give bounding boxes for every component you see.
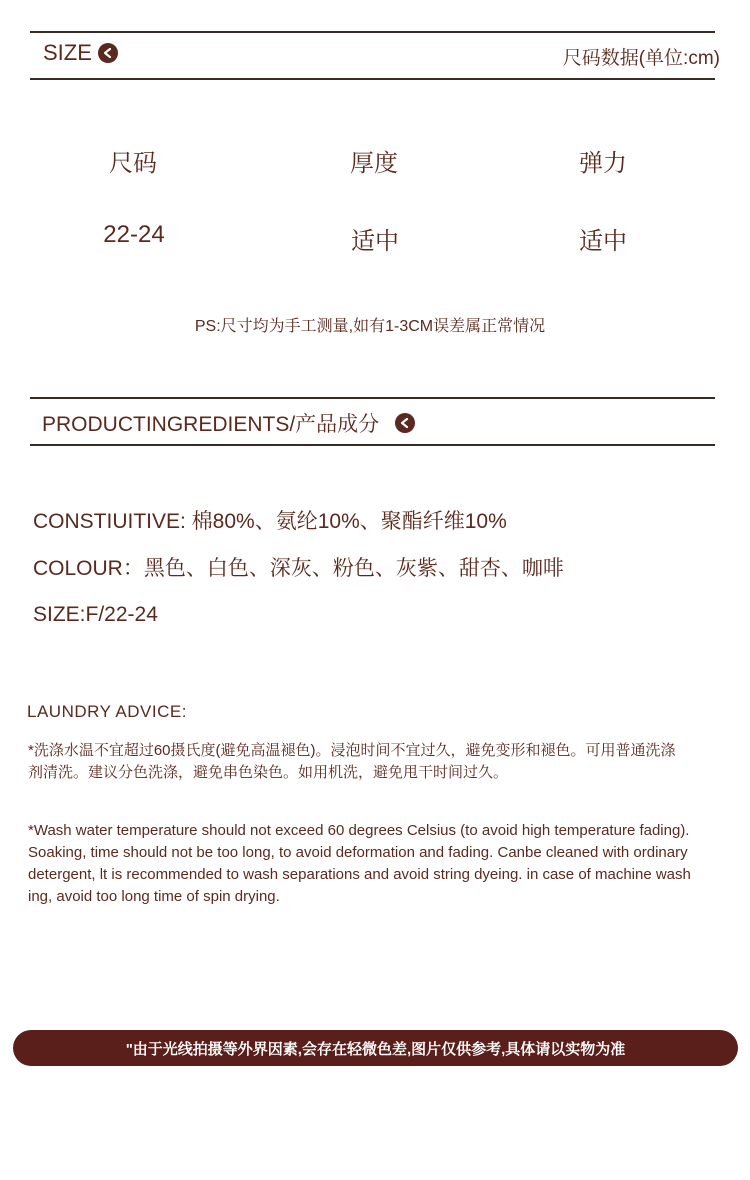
- laundry-en-line: Soaking, time should not be too long, to avoid deformation and fading. Canbe cleaned with ordinary: [28, 844, 688, 861]
- table-header-size: 尺码: [109, 150, 157, 177]
- table-cell-elasticity: 适中: [579, 228, 627, 255]
- laundry-heading: LAUNDRY ADVICE:: [27, 702, 187, 721]
- size-bottom-rule: [30, 78, 715, 80]
- size-section-title: [43, 40, 118, 66]
- ingredients-section-title: [42, 408, 415, 438]
- laundry-advice-en: [28, 820, 728, 908]
- size-unit-label: 尺码数据(单位:cm): [562, 48, 720, 69]
- size-note: PS:尺寸均为手工测量,如有1-3CM误差属正常情况: [194, 318, 546, 335]
- laundry-advice-cn: [28, 740, 728, 784]
- constituent-text: CONSTIUITIVE: 棉80%、氨纶10%、聚酯纤维10%: [33, 510, 507, 533]
- chevron-left-icon: [395, 413, 415, 433]
- size-top-rule: [30, 31, 715, 33]
- banner-text: "由于光线拍摄等外界因素,会存在轻微色差,图片仅供参考,具体请以实物为准: [125, 1040, 626, 1058]
- table-header-elasticity: 弹力: [579, 150, 627, 177]
- ingredients-title-text: PRODUCTINGREDIENTS/产品成分: [42, 413, 380, 436]
- chevron-left-icon: [98, 43, 118, 63]
- color-disclaimer-banner: [13, 1030, 738, 1066]
- size-title-text: SIZE: [43, 40, 92, 65]
- laundry-en-line: ing, avoid too long time of spin drying.: [28, 888, 280, 905]
- ingredients-bottom-rule: [30, 444, 715, 446]
- table-cell-thickness: 适中: [351, 228, 399, 255]
- table-header-thickness: 厚度: [350, 150, 398, 177]
- table-cell-size: 22-24: [103, 221, 165, 248]
- laundry-en-line: *Wash water temperature should not exceed 60 degrees Celsius (to avoid high temperature fading).: [28, 822, 690, 839]
- laundry-cn-line: *洗涤水温不宜超过60摄氏度(避免高温褪色)。浸泡时间不宜过久，避免变形和褪色。可用普通洗涤: [28, 742, 676, 759]
- colour-text: COLOUR：黑色、白色、深灰、粉色、灰紫、甜杏、咖啡: [33, 557, 564, 580]
- laundry-en-line: detergent, lt is recommended to wash separations and avoid string dyeing. in case of machine wash: [28, 866, 691, 883]
- laundry-cn-line: 剂清洗。建议分色洗涤，避免串色染色。如用机洗，避免甩干时间过久。: [28, 764, 509, 781]
- size-spec-text: SIZE:F/22-24: [33, 603, 158, 626]
- ingredients-top-rule: [30, 397, 715, 399]
